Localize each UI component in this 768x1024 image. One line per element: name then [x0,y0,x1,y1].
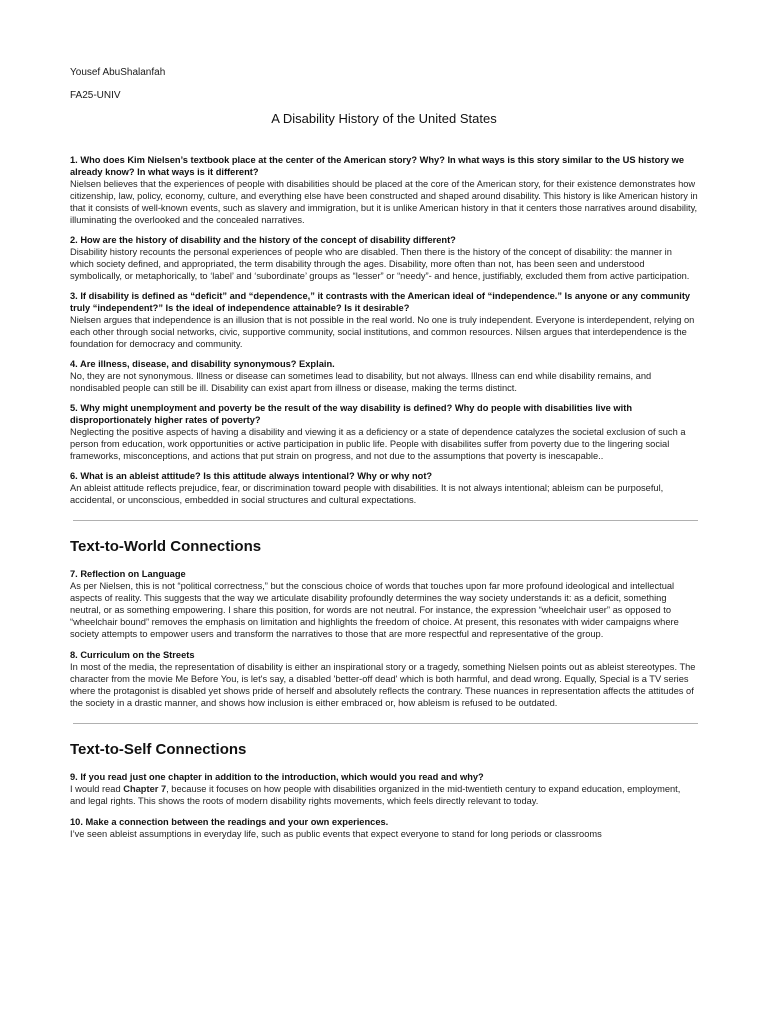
question-text: 8. Curriculum on the Streets [70,650,195,660]
author-name: Yousef AbuShalanfah [70,67,166,78]
answer-text: No, they are not synonymous. Illness or disease can sometimes lead to disability, but not always. Illness can end while disability remains, and nondisabled people can still be ill. Disability can exist apart from illness or disease, making the terms distinct. [70,371,652,393]
answer-text: Nielsen believes that the experiences of people with disabilities should be placed at the core of the American story, for their existence demonstrates how citizenship, law, policy, economy, culture, and everything else have been constructed and shaped around disability. This history is like American history in that it consists of well-known events, such as slavery and immigration, but it is unlike American history in that it centers those narratives around disability, illuminating the overlooked and the concealed narratives. [70,179,698,225]
answer-text-end: , because it focuses on how people with disabilities organized in the mid-twentieth century to expand education, employment, and legal rights. This shows the roots of modern disability rights movements, which feels directly relevant to today. [70,784,681,806]
answer-text: Neglecting the positive aspects of having a disability and viewing it as a deficiency or a state of dependence catalyzes the societal exclusion of such a person from education, work opportunities or active participation in public life. People with disabilites suffer from poverty due to the lingering social frameworks, misconceptions, and actions that put strain on progress, and not due to the assumptions that poverty is inescapable.. [70,427,686,461]
answer-text: Disability history recounts the personal experiences of people who are disabled. Then there is the history of the concept of disability: the manner in which society defined, and appropriated, the term disability through the ages. Disability, more often than not, has been seen and understood symbolically, or metaphorically, to ‘label’ and ‘subordinate’ groups as “lesser” or “needy”- and hence, justifiably, excluded them from active participation. [70,247,690,281]
question-text: 4. Are illness, disease, and disability synonymous? Explain. [70,359,335,369]
question-text: 2. How are the history of disability and the history of the concept of disability different? [70,235,456,245]
question-text: 10. Make a connection between the readings and your own experiences. [70,817,389,827]
question-block-10 [70,816,698,840]
question-text: 9. If you read just one chapter in addition to the introduction, which would you read and why? [70,772,484,782]
question-block-8 [70,649,698,709]
question-block-5 [70,402,698,462]
answer-text: I’ve seen ableist assumptions in everyday life, such as public events that expect everyone to stand for long periods or classrooms [70,829,602,839]
answer-text: In most of the media, the representation of disability is either an inspirational story or a tragedy, something Nielsen points out as ableist stereotypes. The character from the movie Me Before You, is let's say, a disabled 'better-off dead' which is both harmful, and dead wrong. Equally, Special is a TV series where the protagonist is disabled yet shows pride of herself and absolutely reflects the contrary. These nuances in representation affects the attitudes of the society in a drastic manner, and shows how inclusion is either embraced or, how ableism is refused to be outdated. [70,662,696,708]
answer-text: An ableist attitude reflects prejudice, fear, or discrimination toward people with disabilities. It is not always intentional; ableism can be purposeful, accidental, or unconscious, embedded in social structures and cultural expectations. [70,483,664,505]
chapter-reference: Chapter 7 [123,784,167,794]
document-page [70,66,698,840]
section-heading-world: Text-to-World Connections [70,538,262,555]
question-text: 7. Reflection on Language [70,569,186,579]
answer-text: As per Nielsen, this is not “political correctness,” but the conscious choice of words that touches upon far more profound ideological and intellectual aspects of reality. This suggests that the way we articulate disability profoundly determines the way society understands it: as a deficit, something neutral, or as something empowering. I share this position, for words are not neutral. For instance, the expression “wheelchair user” as opposed to “wheelchair bound” removes the emphasis on limitation and highlights the freedom of choice. At present, this resonates with wider campaigns where society attempts to empower users and transform the narratives to those that are more respectful and representative of the group. [70,581,679,639]
question-block-9 [70,771,698,807]
section-divider [73,520,698,521]
question-block-6 [70,470,698,506]
question-text: 3. If disability is defined as “deficit” and “dependence,” it contrasts with the American ideal of “independence.” Is anyone or any community truly “independent?” Is the ideal of independence attainable? Is it desirable? [70,291,691,313]
question-block-3 [70,290,698,350]
question-block-4 [70,358,698,394]
section-divider [73,723,698,724]
course-code: FA25-UNIV [70,90,121,101]
document-title: A Disability History of the United States [271,111,497,126]
question-block-1 [70,154,698,226]
question-text: 5. Why might unemployment and poverty be the result of the way disability is defined? Why do people with disabilities live with disproportionately higher rates of poverty? [70,403,633,425]
question-text: 1. Who does Kim Nielsen’s textbook place at the center of the American story? Why? In what ways is this story similar to the US history we already know? In what ways is it different? [70,155,685,177]
question-block-7 [70,568,698,640]
answer-text: Nielsen argues that independence is an illusion that is not possible in the real world. No one is truly independent. Everyone is interdependent, relying on each other through social networks, civic, supportive community, social institutions, and common resources. Nilsen argues that interdependence is the foundation for democracy and community. [70,315,695,349]
answer-text [70,783,698,807]
answer-text-start: I would read [70,784,124,794]
section-heading-self: Text-to-Self Connections [70,741,247,758]
question-block-2 [70,234,698,282]
question-text: 6. What is an ableist attitude? Is this attitude always intentional? Why or why not? [70,471,433,481]
